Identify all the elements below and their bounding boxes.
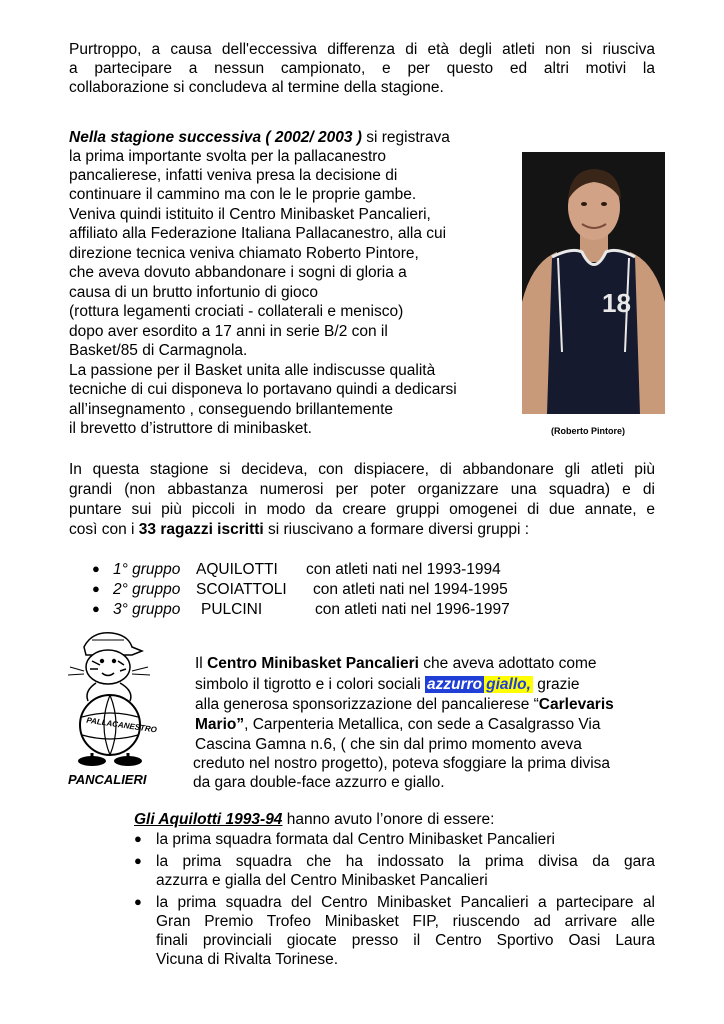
photo-caption: (Roberto Pintore) [551, 426, 625, 436]
bullet-icon: ● [134, 831, 142, 846]
aquilotti-item-1: la prima squadra formata dal Centro Minibasket Pancalieri [156, 831, 555, 848]
group-name: SCOIATTOLI [196, 581, 287, 598]
centro-line-3: alla generosa sponsorizzazione del pancalierese “Carlevaris [195, 696, 614, 713]
season-line: direzione tecnica veniva chiamato Roberto Pintore, [69, 245, 419, 262]
centro-name: Centro Minibasket Pancalieri [207, 655, 419, 672]
season-line: il brevetto d’istruttore di minibasket. [69, 420, 312, 437]
aquilotti-item-3-cont: Vicuna di Rivalta Torinese. [156, 951, 339, 968]
season-line: dopo aver esordito a 17 anni in serie B/2 con il [69, 323, 388, 340]
groups-para-line-4 [69, 520, 529, 539]
season-line: La passione per il Basket unita alle indiscusse qualità [69, 362, 436, 379]
group-desc: con atleti nati nel 1996-1997 [315, 601, 510, 618]
intro-line-2: a partecipare a nessun campionato, e per questo ed altri motivi la [69, 60, 655, 77]
season-line: pancalierese, infatti veniva presa la decisione di [69, 167, 398, 184]
sponsor-name: Carlevaris [538, 696, 614, 713]
group-label: 2° gruppo [113, 581, 181, 598]
season-line: Basket/85 di Carmagnola. [69, 342, 248, 359]
aquilotti-item-3: la prima squadra del Centro Minibasket Pancalieri a partecipare al [156, 894, 655, 911]
color-giallo: giallo, [486, 676, 531, 693]
season-heading-tail: si registrava [361, 129, 450, 146]
group-name: PULCINI [201, 601, 263, 618]
enrolled-count: 33 ragazzi iscritti [138, 521, 264, 538]
jersey-number: 18 [602, 288, 631, 318]
group-desc: con atleti nati nel 1994-1995 [313, 581, 508, 598]
bullet-icon: ● [92, 581, 100, 596]
groups-para-text: si riuscivano a formare diversi gruppi : [263, 521, 530, 538]
centro-line-7: da gara double-face azzurro e giallo. [193, 774, 445, 791]
sponsor-name-cont: Mario” [195, 716, 245, 733]
season-line: Veniva quindi istituito il Centro Minibasket Pancalieri, [69, 206, 431, 223]
bullet-icon: ● [92, 561, 100, 576]
group-name: AQUILOTTI [196, 561, 278, 578]
intro-line-3: collaborazione si concludeva al termine della stagione. [69, 79, 444, 96]
season-line: affiliato alla Federazione Italiana Pallacanestro, alla cui [69, 225, 447, 242]
aquilotti-item-3-cont: Gran Premio Trofeo Minibasket FIP, riuscendo ad arrivare alle [156, 913, 655, 930]
season-line: causa di un brutto infortunio di gioco [69, 284, 319, 301]
groups-para-line-3: puntare sui più piccoli in modo da creare gruppi omogenei di due annate, e [69, 501, 655, 518]
logo-label: PANCALIERI [68, 772, 147, 787]
player-photo [522, 152, 665, 414]
player-photo-illustration [522, 152, 665, 414]
season-line: la prima importante svolta per la pallacanestro [69, 148, 387, 165]
color-azzurro: azzurro [427, 676, 483, 693]
season-line: tecniche di cui disponeva lo portavano quindi a dedicarsi [69, 381, 457, 398]
season-heading: Nella stagione successiva ( 2002/ 2003 ) [69, 129, 362, 146]
aquilotti-heading-line: Gli Aquilotti 1993-94 hanno avuto l’onore di essere: [134, 811, 495, 828]
season-line: che aveva dovuto abbandonare i sogni di gloria a [69, 264, 407, 281]
aquilotti-item-2-cont: azzurra e gialla del Centro Minibasket Pancalieri [156, 872, 488, 889]
season-line: all’insegnamento , conseguendo brillantemente [69, 401, 393, 418]
aquilotti-heading: Gli Aquilotti 1993-94 [134, 811, 283, 828]
season-line: (rottura legamenti crociati - collaterali e menisco) [69, 303, 404, 320]
centro-line-1: Il Centro Minibasket Pancalieri che aveva adottato come [195, 655, 597, 672]
centro-line-4: Mario”, Carpenteria Metallica, con sede a Casalgrasso Via [195, 716, 601, 733]
bullet-icon: ● [134, 894, 142, 909]
season-line: continuare il cammino ma con le le proprie gambe. [69, 186, 417, 203]
group-desc: con atleti nati nel 1993-1994 [306, 561, 501, 578]
season-first-line [69, 128, 450, 147]
ball-text: PALLACANESTRO [85, 715, 158, 735]
groups-para-text: così con i [69, 521, 139, 538]
bullet-icon: ● [92, 601, 100, 616]
group-label: 1° gruppo [113, 561, 181, 578]
intro-line-1: Purtroppo, a causa dell'eccessiva differenza di età degli atleti non si riusciva [69, 41, 655, 58]
group-label: 3° gruppo [113, 601, 181, 618]
groups-para-line-2: grandi (non abbastanza numerosi per poter organizzare una squadra) e di [69, 481, 655, 498]
tiger-mascot-logo [62, 625, 162, 770]
centro-line-5: Cascina Gamna n.6, ( che sin dal primo momento aveva [195, 736, 582, 753]
aquilotti-item-2: la prima squadra che ha indossato la prima divisa da gara [156, 853, 655, 870]
aquilotti-item-3-cont: finali provinciali giocate presso il Centro Sportivo Oasi Laura [156, 932, 655, 949]
centro-line-2: simbolo il tigrotto e i colori sociali azzurro giallo, grazie [195, 676, 580, 693]
centro-line-6: creduto nel nostro progetto), poteva sfoggiare la prima divisa [193, 755, 611, 772]
bullet-icon: ● [134, 853, 142, 868]
groups-para-line-1: In questa stagione si decideva, con dispiacere, di abbandonare gli atleti più [69, 461, 655, 478]
